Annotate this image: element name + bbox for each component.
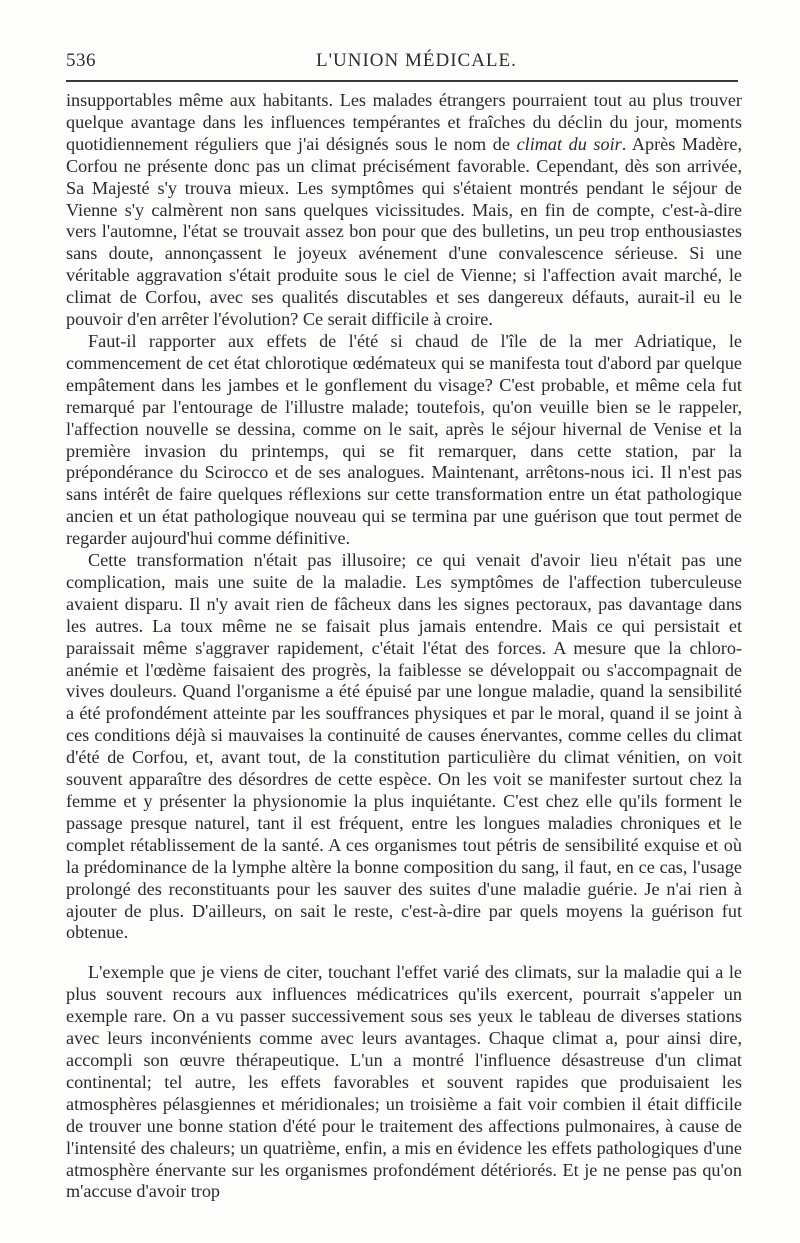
paragraph-1-before: insupportables même aux habitants. Les malades étrangers pourraient tout au plus trouver quelque avantage dans les influences tempérantes et fraîches du déclin du jour, moments quotidiennement réguliers que j'ai désignés sous le nom de bbox=[66, 90, 742, 154]
paragraph-4: L'exemple que je viens de citer, touchant l'effet varié des climats, sur la maladie qui a le plus souvent recours aux influences médicatrices qu'ils exercent, pourrait s'appeler un exemple rare. On a vu passer successivement sous ses yeux le tableau de diverses stations avec leurs inconvénients comme avec leurs avantages. Chaque climat a, pour ainsi dire, accompli son œuvre thérapeutique. L'un a montré l'influence désastreuse d'un climat continental; tel autre, les effets favorables et souvent rapides que produisaient les atmosphères pélasgiennes et méridionales; un troisième a fait voir combien il était difficile de trouver une bonne station d'été pour le traitement des affections pulmonaires, à cause de l'intensité des chaleurs; un quatrième, enfin, a mis en évidence les effets pathologiques d'une atmosphère énervante sur les organismes profondément détériorés. Et je ne pense pas qu'on m'accuse d'avoir trop bbox=[66, 962, 742, 1202]
article-body bbox=[66, 90, 742, 1203]
paragraph-3: Cette transformation n'était pas illusoire; ce qui venait d'avoir lieu n'était pas une complication, mais une suite de la maladie. Les symptômes de l'affection tuberculeuse avaient disparu. Il n'y avait rien de fâcheux dans les signes pectoraux, pas davantage dans les autres. La toux même ne se faisait plus jamais entendre. Mais ce qui persistait et paraissait même s'aggraver rapidement, c'était l'état des forces. A mesure que la chloro-anémie et l'œdème faisaient des progrès, la faiblesse se développait ou s'accompagnait de vives douleurs. Quand l'organisme a été épuisé par une longue maladie, quand la sensibilité a été profondément atteinte par les souffrances physiques et par le moral, quand il se joint à ces conditions déjà si mauvaises la continuité de causes énervantes, comme celles du climat d'été de Corfou, et, avant tout, de la constitution particulière du climat vénitien, on voit souvent apparaître des désordres de cette espèce. On les voit se manifester surtout chez la femme et y présenter la physionomie la plus inquiétante. C'est chez elle qu'ils forment le passage presque naturel, tant il est fréquent, entre les longues maladies chroniques et le complet rétablissement de la santé. A ces organismes tout pétris de sensibilité exquise et où la prédominance de la lymphe altère la bonne composition du sang, il faut, en ce cas, l'usage prolongé des reconstituants pour les sauver des suites d'une maladie guérie. Je n'ai rien à ajouter de plus. D'ailleurs, on sait le reste, c'est-à-dire par quels moyens la guérison fut obtenue. bbox=[66, 550, 742, 943]
paragraph-2: Faut-il rapporter aux effets de l'été si chaud de l'île de la mer Adriatique, le commencement de cet état chlorotique œdémateux qui se manifesta tout d'abord par quelque empâtement dans les jambes et le gonflement du visage? C'est probable, et même cela fut remarqué par l'entourage de l'illustre malade; toutefois, qu'on veuille bien se le rappeler, l'affection nouvelle se dessina, comme on le sait, après le séjour hivernal de Venise et la première invasion du printemps, qui se fit remarquer, dans cette station, par la prépondérance du Scirocco et de ses analogues. Maintenant, arrêtons-nous ici. Il n'est pas sans intérêt de faire quelques réflexions sur cette transformation entre un état pathologique ancien et un état pathologique nouveau qui se termina par une guérison que tout permet de regarder aujourd'hui comme définitive. bbox=[66, 330, 742, 549]
italic-term: climat du soir bbox=[516, 133, 622, 154]
page-header bbox=[66, 44, 738, 78]
page-number: 536 bbox=[66, 50, 96, 71]
header-rule bbox=[66, 80, 738, 82]
paragraph-1-after: . Après Madère, Corfou ne présente donc pas un climat précisément favorable. Cependant, dès son arrivée, Sa Majesté s'y trouva mieux. Les symptômes qui s'étaient montrés pendant le séjour de Vienne s'y calmèrent non sans quelques vicissitudes. Mais, en fin de compte, c'est-à-dire vers l'automne, l'état se trouvait assez bon pour que des bulletins, un peu trop enthousiastes sans doute, annonçassent le joyeux avénement d'une convalescence sérieuse. Si une véritable aggravation s'était produite sous le ciel de Vienne; si l'affection avait marché, le climat de Corfou, avec ses qualités discutables et ses dangereux défauts, aurait-il eu le pouvoir d'en arrêter l'évolution? Ce serait difficile à croire. bbox=[66, 133, 742, 330]
running-title: L'UNION MÉDICALE. bbox=[316, 50, 517, 71]
paragraph-1 bbox=[66, 90, 742, 331]
